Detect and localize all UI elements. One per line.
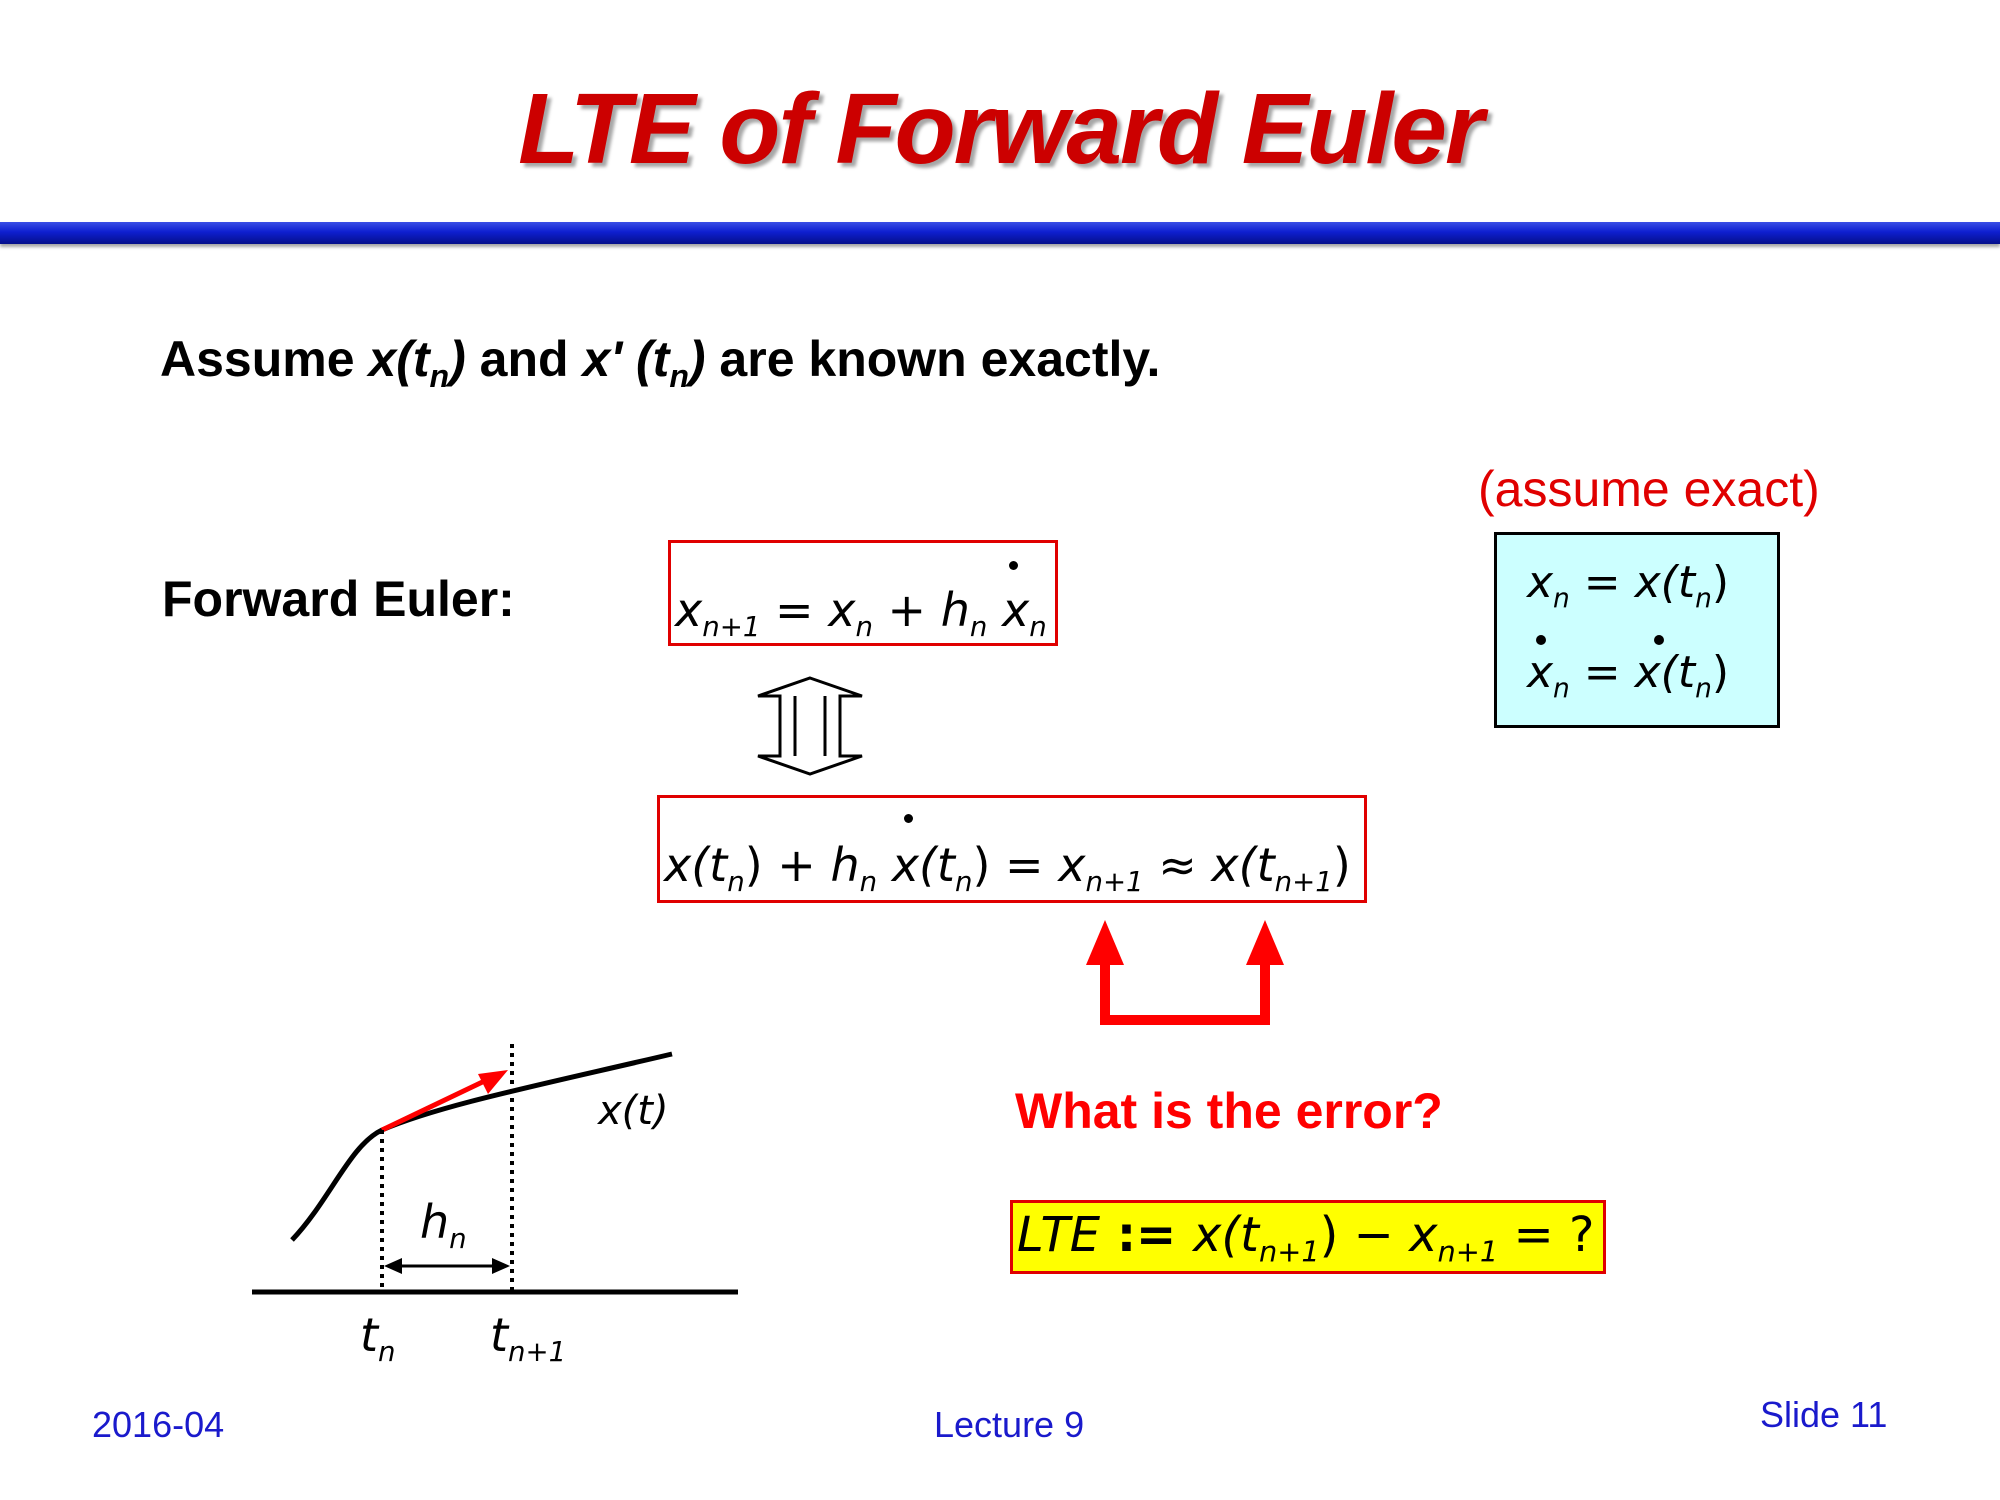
step-size-label xyxy=(420,1195,467,1255)
eq2-x1: x(t xyxy=(664,838,728,892)
expanded-equation-box xyxy=(657,795,1367,903)
exact-r2-close: ) xyxy=(1711,647,1729,698)
lte-definition-box xyxy=(1010,1200,1606,1274)
derivative-dot xyxy=(1654,635,1664,645)
step-arrow-right-icon xyxy=(492,1258,510,1274)
assume-p4: ) xyxy=(688,331,706,387)
curve-label-text: x(t) xyxy=(598,1088,669,1134)
exact-r2-sub: n xyxy=(1553,672,1570,704)
assume-p2: ) xyxy=(449,331,466,387)
eq2-plus: + xyxy=(762,838,831,892)
eq1-x3: x xyxy=(1002,583,1030,637)
eq2-h: h xyxy=(830,838,860,892)
lte-assign: := xyxy=(1100,1207,1193,1263)
assume-sub1: n xyxy=(429,358,450,394)
eq2-sub-h: n xyxy=(859,865,878,899)
tn-label xyxy=(360,1308,396,1368)
title-divider xyxy=(0,222,2000,244)
t2-sub: n+1 xyxy=(508,1335,567,1369)
lte-minus: − xyxy=(1338,1207,1410,1263)
exact-r1-sub: n xyxy=(1553,582,1570,614)
lte-definition xyxy=(1017,1207,1594,1269)
lte-c1: ) xyxy=(1319,1207,1339,1263)
exact-r1-close: ) xyxy=(1711,557,1729,608)
assumption-text xyxy=(160,330,1160,395)
derivative-dot xyxy=(1536,635,1546,645)
t2-label: t xyxy=(490,1308,509,1362)
assume-x1: x(t xyxy=(368,331,430,387)
derivative-dot xyxy=(1009,561,1018,570)
forward-euler-equation-box xyxy=(668,540,1058,646)
lte-eq: = ? xyxy=(1498,1207,1595,1263)
eq2-c4: ) xyxy=(1332,838,1351,892)
eq1-plus: + xyxy=(872,583,941,637)
assume-p1: Assume xyxy=(160,331,369,387)
step-arrow-left-icon xyxy=(384,1258,402,1274)
lte-label: LTE xyxy=(1017,1207,1101,1263)
footer-date: 2016-04 xyxy=(92,1404,225,1445)
assume-sub2: n xyxy=(669,358,689,394)
exact-r2-eq: = xyxy=(1569,647,1635,698)
lte-sub2: n+1 xyxy=(1437,1234,1499,1269)
equivalence-arrow-icon xyxy=(750,676,870,776)
tangent-line xyxy=(382,1076,495,1130)
error-bracket-arrow-icon xyxy=(1080,915,1290,1030)
eq1-x2: x xyxy=(828,583,856,637)
footer-slide-number: Slide 11 xyxy=(1760,1394,1888,1435)
eq2-approx: ≈ xyxy=(1143,838,1212,892)
eq2-sub2: n xyxy=(954,865,973,899)
h-label: h xyxy=(420,1195,450,1249)
exact-r1-eq: = xyxy=(1569,557,1635,608)
eq2-equals: = xyxy=(990,838,1059,892)
exact-r1-rsub: n xyxy=(1695,582,1712,614)
eq1-sub-h: n xyxy=(969,610,988,644)
assume-p5: are known exactly. xyxy=(705,331,1161,387)
eq2-x3: x xyxy=(1058,838,1086,892)
exact-r2-x: x xyxy=(1527,647,1554,698)
eq1-x: x xyxy=(675,583,703,637)
forward-euler-label: Forward Euler: xyxy=(162,571,515,627)
lte-sub1: n+1 xyxy=(1258,1234,1320,1269)
eq1-equals: = xyxy=(760,583,829,637)
forward-euler-plot xyxy=(240,1030,760,1320)
assume-x2: x' (t xyxy=(582,331,670,387)
exact-row-2 xyxy=(1527,647,1729,704)
exact-r1-rhs: x(t xyxy=(1634,557,1696,608)
error-question: What is the error? xyxy=(1015,1083,1443,1139)
h-sub: n xyxy=(449,1222,467,1256)
lte-x2: x xyxy=(1409,1207,1438,1263)
eq2-sub1: n xyxy=(727,865,745,899)
slide-title: LTE of Forward Euler xyxy=(518,73,1482,185)
tangent-arrowhead-icon xyxy=(478,1070,508,1094)
tn1-label xyxy=(490,1308,566,1368)
curve-label xyxy=(598,1088,669,1134)
eq2-c1: ) xyxy=(744,838,763,892)
lte-x1: x(t xyxy=(1192,1207,1259,1263)
eq1-h: h xyxy=(940,583,970,637)
derivative-dot xyxy=(904,814,913,823)
assume-exact-label: (assume exact) xyxy=(1478,461,1820,517)
footer-lecture: Lecture 9 xyxy=(934,1404,1085,1445)
exact-r1-x: x xyxy=(1527,557,1554,608)
assume-p3: and xyxy=(465,331,583,387)
expanded-equation xyxy=(664,838,1351,898)
eq1-sub-n: n xyxy=(855,610,873,644)
eq1-sub-np1: n+1 xyxy=(702,610,761,644)
exact-r2-rhs: x(t xyxy=(1634,647,1696,698)
exact-r2-rsub: n xyxy=(1695,672,1712,704)
eq2-sub4: n+1 xyxy=(1274,865,1333,899)
eq1-sub-n2: n xyxy=(1029,610,1047,644)
eq2-x2: x(t xyxy=(891,838,955,892)
forward-euler-equation xyxy=(675,583,1047,643)
exact-assumption-box xyxy=(1494,532,1780,728)
eq2-x4: x(t xyxy=(1211,838,1275,892)
t1-label: t xyxy=(360,1308,379,1362)
eq2-sub3: n+1 xyxy=(1085,865,1144,899)
exact-row-1 xyxy=(1527,557,1729,614)
t1-sub: n xyxy=(378,1335,396,1369)
eq2-c2: ) xyxy=(972,838,991,892)
